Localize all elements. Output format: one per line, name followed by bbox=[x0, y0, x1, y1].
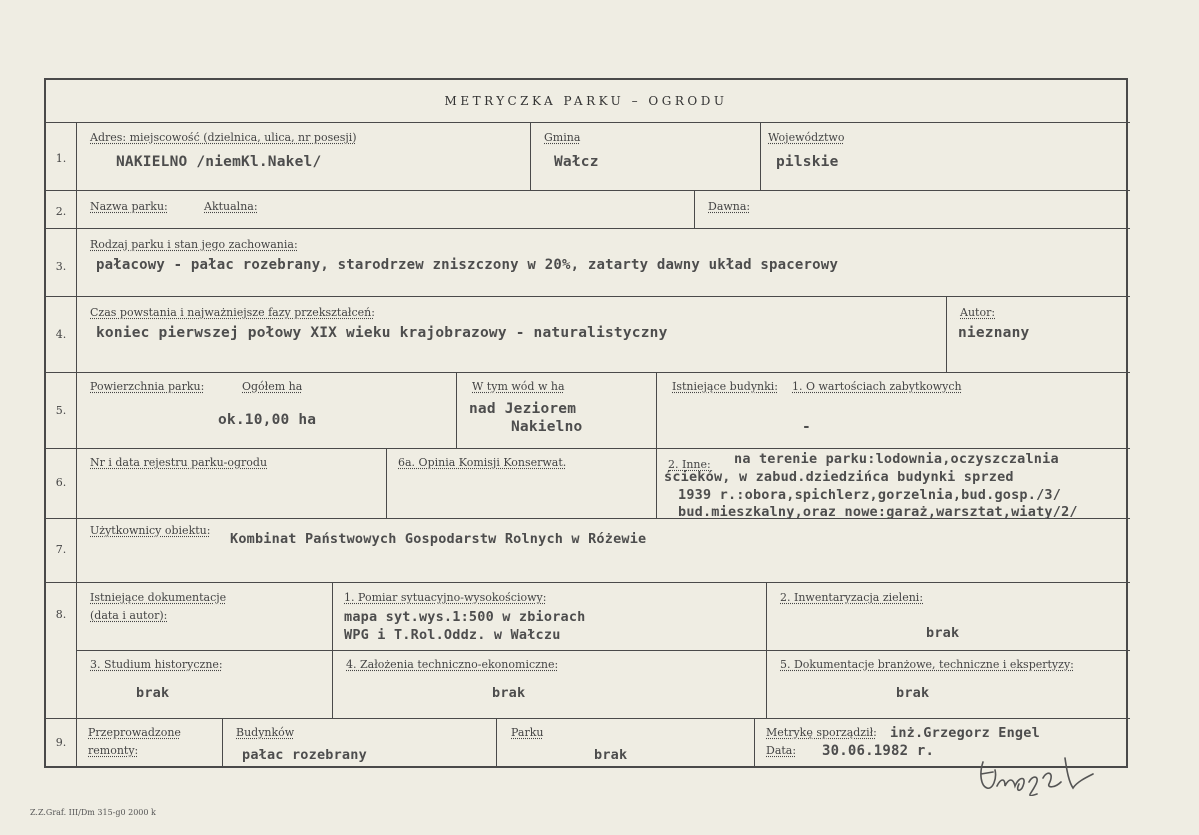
opinion-label: 6a. Opinia Komisji Konserwat. bbox=[398, 456, 567, 469]
date-label: Data: bbox=[766, 744, 797, 757]
divider bbox=[386, 448, 387, 518]
address-label: Adres: miejscowość (dzielnica, ulica, nr posesji) bbox=[90, 131, 357, 144]
prepared-by-value: inż.Grzegorz Engel bbox=[890, 725, 1040, 741]
documents-label: Istniejące dokumentacje bbox=[90, 591, 227, 604]
divider bbox=[656, 448, 657, 518]
other-buildings-line-3: 1939 r.:obora,spichlerz,gorzelnia,bud.gosp./3/ bbox=[678, 487, 1062, 503]
monuments-label: 1. O wartościach zabytkowych bbox=[792, 380, 962, 393]
divider bbox=[46, 190, 1130, 191]
register-label: Nr i data rejestru parku-ogrodu bbox=[90, 456, 268, 469]
other-buildings-line-1: na terenie parku:lodownia,oczyszczalnia bbox=[734, 451, 1059, 467]
divider bbox=[46, 122, 1130, 123]
signature bbox=[975, 748, 1120, 796]
tech-econ-label: 4. Założenia techniczno-ekonomiczne: bbox=[346, 658, 559, 671]
tech-econ-value: brak bbox=[492, 685, 526, 701]
author-label: Autor: bbox=[960, 306, 996, 319]
row-number: 7. bbox=[55, 543, 67, 556]
divider bbox=[46, 718, 1130, 719]
divider bbox=[946, 296, 947, 372]
wojewodztwo-value: pilskie bbox=[776, 154, 839, 170]
divider bbox=[76, 122, 77, 768]
gmina-label: Gmina bbox=[544, 131, 581, 144]
row-number: 3. bbox=[55, 260, 67, 273]
divider bbox=[332, 582, 333, 718]
survey-value-2: WPG i T.Rol.Oddz. w Wałczu bbox=[344, 627, 561, 643]
branch-docs-label: 5. Dokumentacje branżowe, techniczne i ekspertyzy: bbox=[780, 658, 1074, 671]
divider bbox=[46, 296, 1130, 297]
divider bbox=[754, 718, 755, 768]
inventory-value: brak bbox=[926, 625, 960, 641]
divider bbox=[46, 582, 1130, 583]
repairs-sublabel: remonty: bbox=[88, 744, 139, 757]
divider bbox=[46, 228, 1130, 229]
park-type-value: pałacowy - pałac rozebrany, starodrzew zniszczony w 20%, zatarty dawny układ spacerowy bbox=[96, 257, 839, 273]
documents-sublabel: (data i autor): bbox=[90, 609, 168, 622]
divider bbox=[760, 122, 761, 190]
water-label: W tym wód w ha bbox=[472, 380, 565, 393]
gmina-value: Wałcz bbox=[554, 154, 599, 170]
row-number: 5. bbox=[55, 404, 67, 417]
row-number: 2. bbox=[55, 205, 67, 218]
other-buildings-label: 2. Inne: bbox=[668, 458, 711, 471]
divider bbox=[656, 372, 657, 448]
period-label: Czas powstania i najważniejsze fazy przekształceń: bbox=[90, 306, 375, 319]
author-value: nieznany bbox=[958, 325, 1030, 341]
row-number: 4. bbox=[55, 328, 67, 341]
users-label: Użytkownicy obiektu: bbox=[90, 524, 211, 537]
park-record-form bbox=[44, 78, 1128, 768]
area-value: ok.10,00 ha bbox=[218, 412, 317, 428]
row-number: 9. bbox=[55, 736, 67, 749]
water-value-2: Nakielno bbox=[511, 419, 583, 435]
row-number: 8. bbox=[55, 608, 67, 621]
existing-buildings-label: Istniejące budynki: bbox=[672, 380, 779, 393]
divider bbox=[222, 718, 223, 768]
inventory-label: 2. Inwentaryzacja zieleni: bbox=[780, 591, 924, 604]
park-name-label: Nazwa parku: bbox=[90, 200, 168, 213]
divider bbox=[46, 448, 1130, 449]
other-buildings-line-4: bud.mieszkalny,oraz nowe:garaż,warsztat,wiaty/2/ bbox=[678, 504, 1078, 520]
date-value: 30.06.1982 r. bbox=[822, 743, 935, 759]
divider bbox=[530, 122, 531, 190]
divider bbox=[76, 650, 1130, 651]
area-total-label: Ogółem ha bbox=[242, 380, 303, 393]
other-buildings-line-2: ścieków, w zabud.dziedzińca budynki sprzed bbox=[664, 469, 1014, 485]
current-name-label: Aktualna: bbox=[204, 200, 258, 213]
monuments-value: - bbox=[802, 419, 811, 435]
park-repairs-value: brak bbox=[594, 747, 628, 763]
survey-label: 1. Pomiar sytuacyjno-wysokościowy: bbox=[344, 591, 547, 604]
divider bbox=[46, 372, 1130, 373]
address-value: NAKIELNO /niemKl.Nakel/ bbox=[116, 154, 322, 170]
row-number: 1. bbox=[55, 152, 67, 165]
repairs-label: Przeprowadzone bbox=[88, 726, 181, 739]
history-study-label: 3. Studium historyczne: bbox=[90, 658, 223, 671]
print-footer: Z.Z.Graf. III/Dm 315-g0 2000 k bbox=[30, 808, 156, 817]
divider bbox=[694, 190, 695, 228]
divider bbox=[496, 718, 497, 768]
wojewodztwo-label: Województwo bbox=[768, 131, 845, 144]
row-number: 6. bbox=[55, 476, 67, 489]
users-value: Kombinat Państwowych Gospodarstw Rolnych w Różewie bbox=[230, 531, 647, 547]
history-study-value: brak bbox=[136, 685, 170, 701]
form-title: METRYCZKA PARKU – OGRODU bbox=[444, 94, 728, 108]
buildings-repairs-label: Budynków bbox=[236, 726, 295, 739]
branch-docs-value: brak bbox=[896, 685, 930, 701]
buildings-repairs-value: pałac rozebrany bbox=[242, 747, 367, 763]
park-repairs-label: Parku bbox=[511, 726, 544, 739]
prepared-by-label: Metrykę sporządził: bbox=[766, 726, 877, 739]
area-label: Powierzchnia parku: bbox=[90, 380, 205, 393]
divider bbox=[456, 372, 457, 448]
former-name-label: Dawna: bbox=[708, 200, 751, 213]
divider bbox=[766, 582, 767, 718]
water-value-1: nad Jeziorem bbox=[469, 401, 577, 417]
survey-value-1: mapa syt.wys.1:500 w zbiorach bbox=[344, 609, 586, 625]
period-value: koniec pierwszej połowy XIX wieku krajobrazowy - naturalistyczny bbox=[96, 325, 668, 341]
park-type-label: Rodzaj parku i stan jego zachowania: bbox=[90, 238, 298, 251]
